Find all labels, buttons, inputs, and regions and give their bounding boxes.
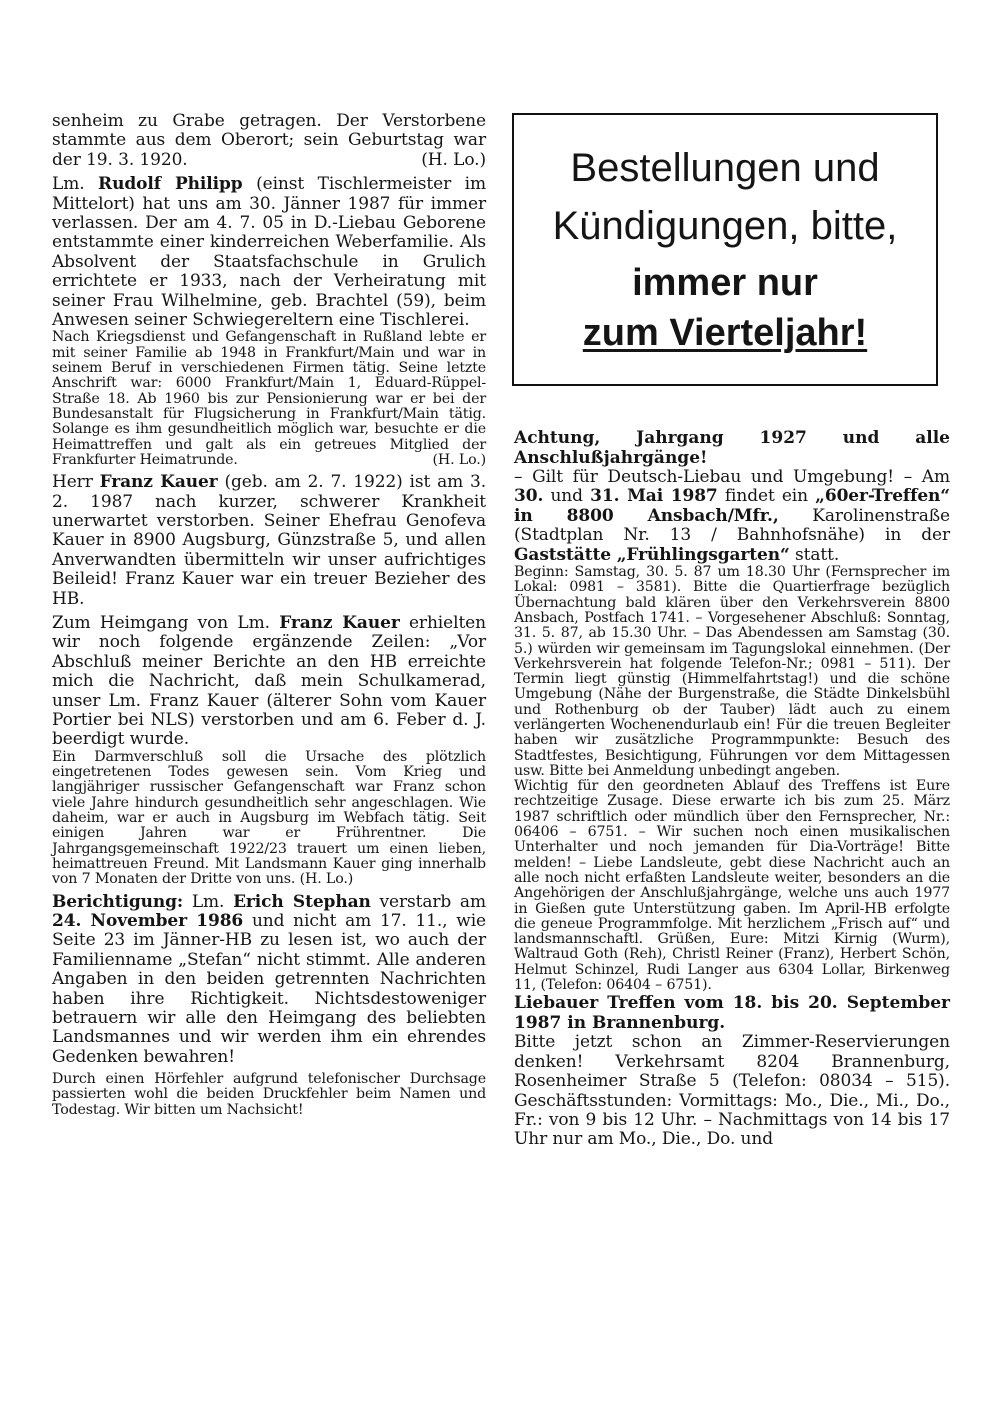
heading-jahrgang-1927: Achtung, Jahrgang 1927 und alle Anschlußjahrgänge! [514, 428, 950, 468]
person-name: Erich Stephan [233, 891, 371, 912]
event-title: „60er-Treffen“ in 8800 Ansbach/Mfr., [514, 486, 950, 526]
obituary-text: senheim zu Grabe getragen. Der Verstorbene stammte aus dem Oberort; sein Geburtstag war der 19. 3. 1920. [52, 111, 486, 170]
article-correction [52, 893, 486, 1068]
article-text: Wichtig für den geordneten Ablauf des Treffens ist Eure rechtzeitige Zusage. Diese erwarte ich bis zum 25. März 1987 schriftlich oder mündlich über den Fernsprecher, Nr.: 06406 – 6751. – Wir suchen noch einen musikalischen Unterhalter und noch jemanden für Dia-Vorträge! Bitte melden! – Liebe Landsleute, gebt diese Nachricht auch an alle noch nicht erfaßten Landsleute weiter, besonders an die Angehörigen der Anschlußjahrgänge, welche uns auch 1977 in Gießen gute Unterstützung gaben. Im April-HB erfolgte die geneue Programmfolge. Mit herzlichem „Frisch auf“ und landsmannschaftl. Grüßen, Eure: Mitzi Kirnig (Wurm), Waltraud Goth (Reh), Christl Reiner (Franz), Herbert Schön, Helmut Schinzel, Rudi Langer aus 6304 Lollar, Birkenweg 11, (Telefon: 06404 – 6751). [514, 778, 950, 994]
article-text: findet ein [724, 486, 808, 507]
article-obituary-end [52, 112, 486, 170]
person-name: Rudolf Philipp [98, 174, 243, 195]
venue-name: Gaststätte „Frühlingsgarten“ [514, 544, 790, 565]
article-text: Beginn: Samstag, 30. 5. 87 um 18.30 Uhr (Fernsprecher im Lokal: 0981 – 3581). Bitte die Quartierfrage bezüglich Übernachtung bald klären über den Verkehrsverein 8800 Ansbach, Postfach 1741. – Vorgesehener Abschluß: Sonntag, 31. 5. 87, ab 15.30 Uhr. – Das Abendessen am Samstag (30. 5.) würden wir gemeinsam im Tagungslokal einnehmen. (Der Verkehrsverein hat folgende Telefon-Nr.; 0981 – 511). Der Termin liegt günstig (Himmelfahrtstag!) und die schöne Umgebung (Nähe der Burgenstraße, die Städte Dinkelsbühl und Rothenburg ob der Tauber) lädt auch zu einem verlängerten Wochenendurlaub ein! Für die treuen Begleiter haben wir zusätzliche Programmpunkte: Besuch des Stadtfestes, Besichtigung, Führungen vor dem Mittagessen usw. Bitte bei Anmeldung unbedingt angeben. [514, 564, 950, 779]
article-text: – Gilt für Deutsch-Liebau und Umgebung! – Am [514, 467, 950, 487]
prefix-text: Herr [52, 472, 93, 493]
notice-line-3: immer nur [632, 262, 818, 304]
date-text: 24. November 1986 [52, 910, 244, 931]
article-text: erhielten wir noch folgende ergänzende Zeilen: „Vor Abschluß meiner Berichte an den HB erreichte mich die Nachricht, daß mein Schulkamerad, unser Lm. Franz Kauer (älterer Sohn vom Kauer Portier bei NLS) verstorben und am 6. Feber d. J. beerdigt wurde. [52, 612, 486, 750]
right-column [514, 428, 950, 1150]
article-text: Ein Darmverschluß soll die Ursache des plötzlich eingetretenen Todes gewesen sein. Vom Krieg und langjähriger russischer Gefangenschaft war Franz schon viele Jahre hindurch gesundheitlich sehr angeschlagen. Wie daheim, war er auch in Augsburg im Webfach tätig. Seit einigen Jahren war er Frührentner. Die Jahrgangsgemeinschaft 1922/23 trauert um einen lieben, heimattreuen Freund. Mit Landsmann Kauer ging innerhalb von 7 Monaten der Dritte von uns. (H. Lo.) [52, 748, 486, 888]
author-signature: (H. Lo.) [432, 451, 486, 468]
article-liebauer-treffen [514, 1033, 950, 1149]
article-rudolf-philipp-details [52, 330, 486, 468]
notice-line-4 [514, 311, 936, 355]
article-60er-registration [514, 779, 950, 993]
article-text: (geb. am 2. 7. 1922) ist am 3. 2. 1987 nach kurzer, schwerer Krankheit unerwartet verstorben. Seiner Ehefrau Genofeva Kauer in 8900 Augsburg, Günzstraße 5, und allen Anverwandten übermitteln wir unser aufrichtiges Beileid! Franz Kauer war ein treuer Bezieher des HB. [52, 472, 486, 609]
article-text: (einst Tischlermeister im Mittelort) hat uns am 30. Jänner 1987 für immer verlassen. Der am 4. 7. 05 in D.-Liebau Geborene entstammte einer kinderreichen Weberfamilie. Als Absolvent der Staatsfachschule in Grulich errichtete er 1933, nach der Verheiratung mit seiner Frau Wilhelmine, geb. Brachtel (59), beim Anwesen seiner Schwiegereltern eine Tischlerei. [52, 174, 486, 331]
article-60er-treffen [514, 468, 950, 565]
article-franz-kauer [52, 473, 486, 609]
subscription-notice-box [512, 113, 938, 386]
date-text: 30. [514, 486, 544, 507]
article-franz-kauer-details [52, 750, 486, 888]
prefix-text: Lm. [191, 891, 225, 912]
date-text: 31. Mai 1987 [590, 486, 718, 507]
correction-label: Berichtigung: [52, 891, 184, 912]
article-text: verstarb am [379, 891, 486, 912]
article-rudolf-philipp [52, 175, 486, 330]
prefix-text: Lm. [52, 174, 85, 195]
notice-emphasis: zum Vierteljahr! [582, 312, 868, 354]
person-name: Franz Kauer [279, 612, 400, 633]
author-signature: (H. Lo.) [421, 149, 486, 170]
prefix-text: Zum Heimgang von Lm. [52, 612, 270, 633]
article-franz-kauer-supplement [52, 614, 486, 750]
article-correction-note [52, 1072, 486, 1118]
left-column [52, 112, 486, 1118]
article-text: Karolinenstraße (Stadtplan Nr. 13 / Bahnhofsnähe) in der [514, 505, 950, 546]
heading-liebauer-treffen: Liebauer Treffen vom 18. bis 20. September 1987 in Brannenburg. [514, 993, 950, 1034]
article-text: Durch einen Hörfehler aufgrund telefonischer Durchsage passierten wohl die beiden Druckfehler beim Namen und Todestag. Wir bitten um Nachsicht! [52, 1071, 486, 1118]
article-text: statt. [794, 544, 840, 565]
article-text: und nicht am 17. 11., wie Seite 23 im Jänner-HB zu lesen ist, wo auch der Familienname „Stefan“ nicht stimmt. Alle anderen Angaben in den beiden getrennten Nachrichten haben ihre Richtigkeit. Nichtsdestoweniger betrauern wir alle den Heimgang des beliebten Landsmannes und wir werden ihm ein ehrendes Gedenken bewahren! [52, 910, 486, 1067]
article-text: Bitte jetzt schon an Zimmer-Reservierungen denken! Verkehrsamt 8204 Brannenburg, Rosenheimer Straße 5 (Telefon: 08034 – 515). Geschäftsstunden: Vormittags: Mo., Die., Mi., Do., Fr.: von 9 bis 12 Uhr. – Nachmittags von 14 bis 17 Uhr nur am Mo., Die., Do. und [514, 1032, 950, 1150]
notice-line-2: Kündigungen, bitte, [552, 204, 898, 248]
article-text: Nach Kriegsdienst und Gefangenschaft in Rußland lebte er mit seiner Familie ab 1948 in Frankfurt/Main und war in seinem Beruf in verschiedenen Firmen tätig. Seine letzte Anschrift war: 6000 Frankfurt/Main 1, Eduard-Rüppel-Straße 18. Ab 1960 bis zur Pensionierung war er bei der Bundesanstalt für Flugsicherung in Frankfurt/Main tätig. Solange es ihm gesundheitlich möglich war, besuchte er die Heimattreffen und galt als ein getreues Mitglied der Frankfurter Heimatrunde. [52, 329, 486, 468]
notice-line-1: Bestellungen und [570, 146, 880, 190]
person-name: Franz Kauer [99, 472, 218, 493]
article-text: und [550, 486, 583, 507]
article-60er-details [514, 565, 950, 779]
